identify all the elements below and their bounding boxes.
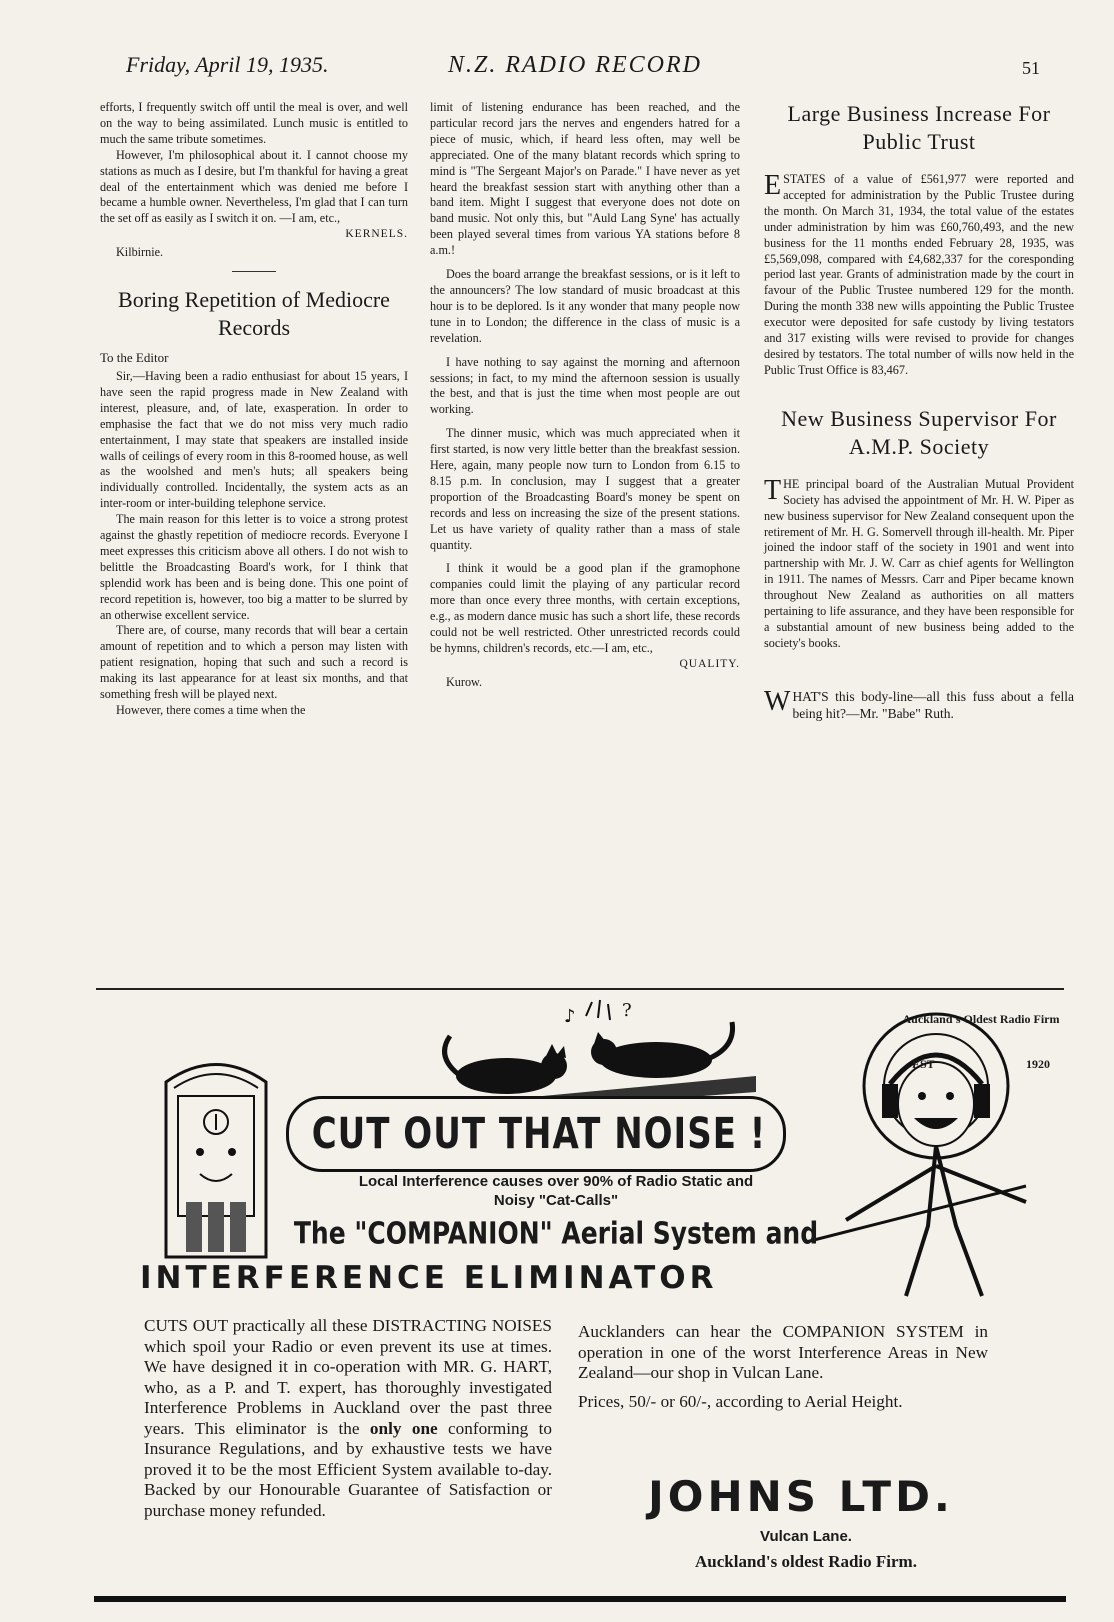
to-the-editor: To the Editor xyxy=(100,350,169,366)
letter-location: Kurow. xyxy=(446,674,483,689)
subheading-line-2: Noisy "Cat-Calls" xyxy=(493,1192,619,1209)
ad-body-right xyxy=(578,1322,988,1412)
drop-cap: E xyxy=(764,170,782,201)
paragraph xyxy=(764,474,1074,652)
paragraph: I have nothing to say against the morning and afternoon sessions; in fact, to my mind the afternoon session is usually the best, and that is just the time when most people are out working. xyxy=(430,354,740,417)
story-text: STATES of a value of £561,977 were reported and accepted for administration by the Public Trustee during the month. On March 31, 1934, the total value of the estates under administration by him was £60,760,493, and the new business for the 11 months ended February 28, 1935, was £5,569,098, compared with £4,682,337 for the coresponding period last year. Grants of administration made by the court in favour of the Public Trustee numbered 129 for the month. During the month 338 new wills appointing the Public Trustee executor were deposited for safe custody by living testators and 317 existing wills were revised to provide for changes desired by testators. The total number of wills now held in the Public Trust Office is 83,467. xyxy=(764,172,1074,377)
badge-year: 1920 xyxy=(1026,1057,1050,1071)
body-emphasis: only one xyxy=(369,1418,438,1438)
paragraph: There are, of course, many records that will bear a certain amount of repetition and to which a person may listen with patient resignation, hoping that such and such a record is making its last appearance for at least six months, and that something fresh will be played next. xyxy=(100,623,408,702)
body-text: Aucklanders can hear the COMPANION SYSTEM in operation in one of the worst Interference Areas in New Zealand—our shop in Vulcan Lane. xyxy=(578,1322,988,1382)
pricing-text: Prices, 50/- or 60/-, according to Aerial Height. xyxy=(578,1391,903,1411)
column-2 xyxy=(430,100,740,691)
advertisement xyxy=(96,996,1064,1596)
company-name: JOHNS LTD. xyxy=(648,1472,954,1521)
body-text: conforming to Insurance Regulations, and by exhaustive tests we have proved it to be the most Efficient System available to-day. Backed by our Honourable Guarantee of Satisfaction or purchase money refunded. xyxy=(144,1418,553,1520)
svg-text:♪: ♪ xyxy=(564,1006,576,1027)
body-text: CUTS OUT practically all these DISTRACTING NOISES which spoil your Radio or even prevent its use at times. We have designed it in co-operation with MR. G. HART, who, as a P. and T. expert, has thoroughly investigated Interference Problems in Auckland over the past three years. This eliminator is the xyxy=(144,1316,552,1438)
paragraph xyxy=(764,172,1074,379)
drop-cap: T xyxy=(764,474,782,506)
paragraph: The dinner music, which was much appreciated when it first started, is now very little better than the breakfast session. Here, again, many people now turn to London from 6.15 to 8.15 p.m. In conclusion, may I suggest that a greater proportion of the Broadcasting Board's money be spent on records and less on increasing the size of the present stations. Let us have variety of quality rather than a mass of stale quantity. xyxy=(430,426,740,552)
article-headline: New Business Supervisor For A.M.P. Society xyxy=(781,405,1057,459)
svg-text:?: ? xyxy=(622,1000,632,1021)
drop-cap: W xyxy=(764,685,791,717)
badge-est xyxy=(886,1057,1076,1072)
paragraph: However, I'm philosophical about it. I cannot choose my stations as much as I desire, but I'm thankful for having a great deal of the entertainment which was denied me before I became a humble owner. Nevertheless, I'm glad that I can turn the set off as easily as I switch it on. —I am, etc., xyxy=(100,147,408,226)
paragraph: I think it would be a good plan if the gramophone companies could limit the playing of any particular record more than once every three months, with certain exceptions, e.g., as modern dance music has such a short life, these records could not be well restricted. Other unrestricted records could be hymns, children's records, etc.—I am, etc., xyxy=(430,561,740,655)
page-number: 51 xyxy=(1022,58,1040,78)
subheading-line-1: Local Interference causes over 90% of Radio Static and xyxy=(358,1173,754,1190)
column-1 xyxy=(100,100,408,719)
section-rule xyxy=(232,271,276,272)
paragraph: Does the board arrange the breakfast sessions, or is it left to the announcers? The low standard of music broadcast at this hour is to be deplored. Is it any wonder that many people now tune in to London; the difference in the class of music is a revelation. xyxy=(430,267,740,345)
company-address: Vulcan Lane. xyxy=(760,1528,852,1545)
column-3 xyxy=(764,100,1074,722)
letter-location: Kilbirnie. xyxy=(116,245,164,260)
issue-date: Friday, April 19, 1935. xyxy=(126,52,329,77)
company-tagline: Auckland's oldest Radio Firm. xyxy=(695,1552,917,1571)
masthead: N.Z. RADIO RECORD xyxy=(448,52,702,78)
banner-text: CUT OUT THAT NOISE ! xyxy=(311,1109,767,1159)
ad-body-left xyxy=(144,1316,552,1521)
letter-signature: KERNELS. xyxy=(345,228,408,241)
article-headline: Boring Repetition of Mediocre Records xyxy=(118,287,390,341)
paragraph: limit of listening endurance has been reached, and the particular record jars the nerves and engenders hatred for a piece of music, which, if heard less often, may well be appreciated. One of the many blatant records which spring to mind is "The Sergeant Major's on Parade." I have never as yet heard the breakfast session start with anything other than a band item. Might I suggest that everyone does not dote on band music. Not only this, but "Auld Lang Syne' has actually been played several times from various YA stations before 8 a.m.! xyxy=(430,100,740,258)
quip-text: HAT'S this body-line—all this fuss about a fella being hit?—Mr. "Babe" Ruth. xyxy=(792,688,1074,721)
paragraph: Sir,—Having been a radio enthusiast for about 15 years, I have seen the rapid progress made in New Zealand with interest, pleasure, and, of late, exasperation. In order to emphasise the fact that we do not miss very much radio entertainment, I may state that speakers are installed inside walls of ceilings of every room in this 8-roomed house, as well as the woolshed and men's huts; all speakers being individually controlled. Incidentally, the system acts as an inter-room or inter-building telephone service. xyxy=(100,368,408,511)
paragraph: However, there comes a time when the xyxy=(116,703,306,717)
product-name: INTERFERENCE ELIMINATOR xyxy=(140,1260,718,1296)
badge-text xyxy=(886,1012,1076,1072)
quip xyxy=(764,685,1074,722)
paragraph: The main reason for this letter is to voice a strong protest against the ghastly repetition of mediocre records. Everyone I meet expresses this criticism above all others. I do not wish to belittle the Broadcasting Board's work, for I think that splendid work has been and is being done. This one point of record repetition is, however, too big a matter to be slurred by an otherwise excellent service. xyxy=(100,512,408,622)
headline-banner xyxy=(286,1096,786,1172)
bottom-rule xyxy=(94,1596,1066,1602)
badge-est-label: EST xyxy=(912,1057,935,1071)
story-text: HE principal board of the Australian Mutual Provident Society has advised the appointment of Mr. H. W. Piper as new business supervisor for New Zealand consequent upon the retirement of Mr. H. G. Somervell through ill-health. Mr. Piper joined the indoor staff of the society in 1901 and went into partnership with Mr. J. W. Carr as chief agents for Wellington in 1911. The names of Messrs. Carr and Piper became known throughout New Zealand as authorities on all matters pertaining to life assurance, and they have been responsible for a substantial amount of new business being added to the society's books. xyxy=(764,476,1074,650)
article-headline: Large Business Increase For Public Trust xyxy=(787,101,1051,154)
page-header xyxy=(0,52,1114,82)
paragraph: efforts, I frequently switch off until the meal is over, and well on the way to being assimilated. Lunch music is entitled to much the same tribute sometimes. xyxy=(100,100,408,146)
product-title: The "COMPANION" Aerial System and xyxy=(293,1216,819,1251)
letter-signature: QUALITY. xyxy=(679,657,740,670)
ad-subheading xyxy=(306,1172,806,1210)
badge-name: Auckland's Oldest Radio Firm xyxy=(902,1012,1060,1026)
section-divider xyxy=(96,988,1064,990)
